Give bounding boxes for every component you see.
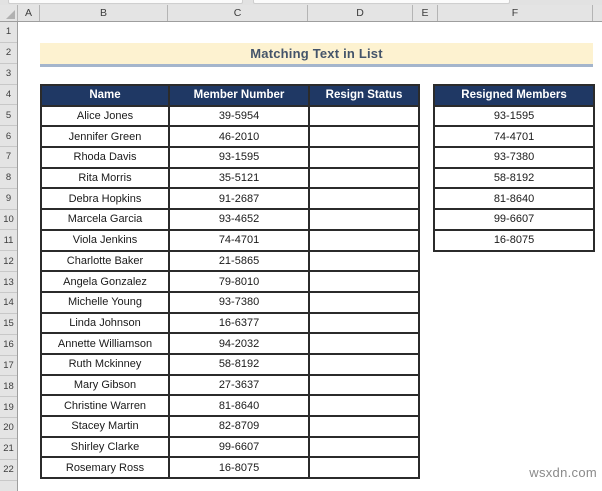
member-number-cell[interactable]: 93-7380 (169, 292, 309, 313)
resign-status-cell[interactable] (309, 437, 419, 458)
row-header-18[interactable]: 18 (0, 376, 17, 397)
member-name-cell[interactable]: Rhoda Davis (41, 147, 169, 168)
resign-status-cell[interactable] (309, 375, 419, 396)
member-number-cell[interactable]: 46-2010 (169, 126, 309, 147)
resign-status-cell[interactable] (309, 168, 419, 189)
resigned-number-cell[interactable]: 99-6607 (434, 209, 594, 230)
row-header-4[interactable]: 4 (0, 85, 17, 106)
row-header-22[interactable]: 22 (0, 460, 17, 481)
member-row (41, 168, 419, 189)
member-name-cell[interactable]: Debra Hopkins (41, 188, 169, 209)
member-number-cell[interactable]: 91-2687 (169, 188, 309, 209)
row-header-15[interactable]: 15 (0, 314, 17, 335)
member-name-cell[interactable]: Ruth Mckinney (41, 354, 169, 375)
member-row (41, 251, 419, 272)
resign-status-cell[interactable] (309, 188, 419, 209)
resign-status-cell[interactable] (309, 147, 419, 168)
resign-status-cell[interactable] (309, 292, 419, 313)
member-number-cell[interactable]: 93-4652 (169, 209, 309, 230)
members-header-name[interactable]: Name (41, 85, 169, 106)
resign-status-cell[interactable] (309, 416, 419, 437)
member-name-cell[interactable]: Charlotte Baker (41, 251, 169, 272)
member-row (41, 333, 419, 354)
row-header-8[interactable]: 8 (0, 168, 17, 189)
member-row (41, 375, 419, 396)
member-name-cell[interactable]: Viola Jenkins (41, 230, 169, 251)
member-number-cell[interactable]: 16-8075 (169, 457, 309, 478)
resign-status-cell[interactable] (309, 313, 419, 334)
resigned-row (434, 126, 594, 147)
row-header-19[interactable]: 19 (0, 397, 17, 418)
row-header-13[interactable]: 13 (0, 272, 17, 293)
resigned-number-cell[interactable]: 93-7380 (434, 147, 594, 168)
member-row (41, 188, 419, 209)
resign-status-cell[interactable] (309, 457, 419, 478)
member-row (41, 313, 419, 334)
member-row (41, 292, 419, 313)
row-header-9[interactable]: 9 (0, 189, 17, 210)
row-header-17[interactable]: 17 (0, 356, 17, 377)
column-headers (0, 5, 602, 22)
column-header-E[interactable]: E (413, 5, 438, 21)
row-header-10[interactable]: 10 (0, 210, 17, 231)
member-name-cell[interactable]: Alice Jones (41, 106, 169, 127)
member-number-cell[interactable]: 16-6377 (169, 313, 309, 334)
resign-status-cell[interactable] (309, 126, 419, 147)
column-header-A[interactable]: A (18, 5, 40, 21)
row-header-11[interactable]: 11 (0, 230, 17, 251)
member-name-cell[interactable]: Jennifer Green (41, 126, 169, 147)
row-header-3[interactable]: 3 (0, 64, 17, 85)
resigned-row (434, 230, 594, 251)
resign-status-cell[interactable] (309, 230, 419, 251)
row-header-2[interactable]: 2 (0, 43, 17, 64)
members-table-body (41, 106, 419, 478)
member-row (41, 416, 419, 437)
formula-input-remnant (253, 0, 510, 4)
resigned-row (434, 209, 594, 230)
title-cell[interactable]: Matching Text in List (40, 43, 593, 67)
resign-status-cell[interactable] (309, 395, 419, 416)
resigned-table-head (434, 85, 594, 106)
member-number-cell[interactable]: 81-8640 (169, 395, 309, 416)
member-name-cell[interactable]: Rosemary Ross (41, 457, 169, 478)
resigned-members-table (433, 84, 595, 252)
resigned-members-header[interactable]: Resigned Members (434, 85, 594, 106)
select-all-corner[interactable] (0, 5, 18, 21)
resigned-row (434, 188, 594, 209)
members-table-head (41, 85, 419, 106)
member-number-cell[interactable]: 94-2032 (169, 333, 309, 354)
resigned-number-cell[interactable]: 16-8075 (434, 230, 594, 251)
resign-status-cell[interactable] (309, 106, 419, 127)
member-number-cell[interactable]: 58-8192 (169, 354, 309, 375)
row-header-6[interactable]: 6 (0, 126, 17, 147)
member-number-cell[interactable]: 82-8709 (169, 416, 309, 437)
member-row (41, 106, 419, 127)
member-number-cell[interactable]: 74-4701 (169, 230, 309, 251)
column-header-C[interactable]: C (168, 5, 308, 21)
member-number-cell[interactable]: 27-3637 (169, 375, 309, 396)
resign-status-cell[interactable] (309, 251, 419, 272)
members-header-member-number[interactable]: Member Number (169, 85, 309, 106)
row-header-16[interactable]: 16 (0, 335, 17, 356)
member-name-cell[interactable]: Christine Warren (41, 395, 169, 416)
resign-status-cell[interactable] (309, 333, 419, 354)
member-row (41, 126, 419, 147)
row-header-partial[interactable] (0, 481, 17, 491)
row-headers (0, 22, 18, 491)
member-row (41, 147, 419, 168)
resign-status-cell[interactable] (309, 271, 419, 292)
column-header-filler (593, 5, 602, 21)
member-row (41, 271, 419, 292)
member-number-cell[interactable]: 93-1595 (169, 147, 309, 168)
row-header-1[interactable]: 1 (0, 22, 17, 43)
resigned-number-cell[interactable]: 74-4701 (434, 126, 594, 147)
member-number-cell[interactable]: 79-8010 (169, 271, 309, 292)
resigned-number-cell[interactable]: 93-1595 (434, 106, 594, 127)
resigned-row (434, 106, 594, 127)
resigned-header-row (434, 85, 594, 106)
member-row (41, 209, 419, 230)
column-header-F[interactable]: F (438, 5, 593, 21)
member-name-cell[interactable]: Rita Morris (41, 168, 169, 189)
members-header-resign-status[interactable]: Resign Status (309, 85, 419, 106)
member-row (41, 395, 419, 416)
name-box-remnant (8, 0, 243, 4)
row-header-14[interactable]: 14 (0, 293, 17, 314)
row-header-20[interactable]: 20 (0, 418, 17, 439)
row-header-21[interactable]: 21 (0, 439, 17, 460)
member-name-cell[interactable]: Shirley Clarke (41, 437, 169, 458)
member-name-cell[interactable]: Michelle Young (41, 292, 169, 313)
resigned-row (434, 168, 594, 189)
resigned-table-body (434, 106, 594, 251)
member-row (41, 230, 419, 251)
watermark: wsxdn.com (529, 465, 597, 480)
member-name-cell[interactable]: Angela Gonzalez (41, 271, 169, 292)
resign-status-cell[interactable] (309, 354, 419, 375)
member-row (41, 457, 419, 478)
member-name-cell[interactable]: Linda Johnson (41, 313, 169, 334)
column-header-D[interactable]: D (308, 5, 413, 21)
member-number-cell[interactable]: 35-5121 (169, 168, 309, 189)
member-name-cell[interactable]: Annette Williamson (41, 333, 169, 354)
member-number-cell[interactable]: 21-5865 (169, 251, 309, 272)
member-row (41, 437, 419, 458)
member-number-cell[interactable]: 99-6607 (169, 437, 309, 458)
members-header-row (41, 85, 419, 106)
member-row (41, 354, 419, 375)
members-table (40, 84, 420, 479)
member-name-cell[interactable]: Stacey Martin (41, 416, 169, 437)
row-header-12[interactable]: 12 (0, 251, 17, 272)
column-header-B[interactable]: B (40, 5, 168, 21)
row-header-5[interactable]: 5 (0, 105, 17, 126)
resigned-number-cell[interactable]: 58-8192 (434, 168, 594, 189)
row-header-7[interactable]: 7 (0, 147, 17, 168)
member-number-cell[interactable]: 39-5954 (169, 106, 309, 127)
member-name-cell[interactable]: Mary Gibson (41, 375, 169, 396)
resign-status-cell[interactable] (309, 209, 419, 230)
member-name-cell[interactable]: Marcela Garcia (41, 209, 169, 230)
resigned-row (434, 147, 594, 168)
resigned-number-cell[interactable]: 81-8640 (434, 188, 594, 209)
